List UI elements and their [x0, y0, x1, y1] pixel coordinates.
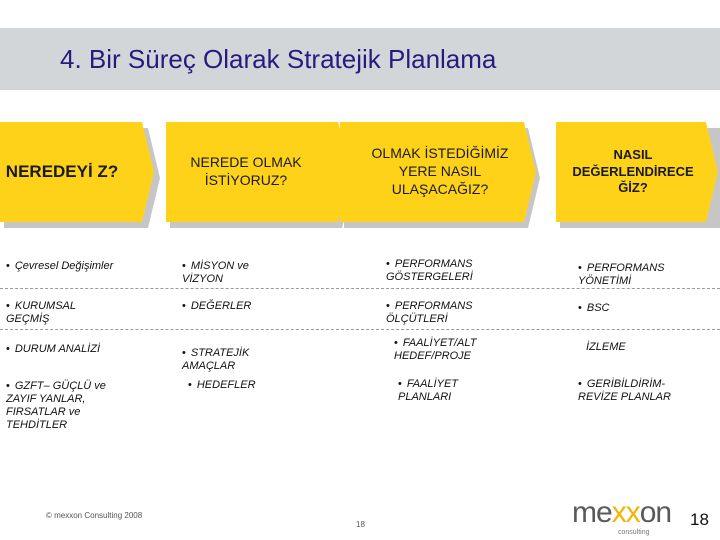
chevron-label: NEREDEYİ Z? — [5, 162, 119, 182]
slide-number: 18 — [690, 510, 709, 529]
list-item: İZLEME — [586, 341, 626, 353]
list-item: • DEĞERLER — [182, 300, 252, 312]
chevron-label: NASIL DEĞERLENDİRECE ĞİZ? — [572, 147, 694, 196]
bullet: • — [6, 300, 10, 312]
row-divider — [0, 329, 720, 330]
chevron-how-to-get-there — [340, 122, 540, 228]
bullet: • — [398, 378, 402, 390]
logo-subtitle: consulting — [618, 529, 650, 536]
list-item: • BSC — [578, 302, 610, 314]
bullet: • — [6, 380, 10, 392]
bullet: • — [386, 258, 390, 270]
list-item: • PERFORMANS YÖNETİMİ — [578, 262, 665, 287]
chevron-where-are-we — [0, 122, 160, 228]
bullet: • — [394, 337, 398, 349]
bullet: • — [6, 260, 10, 272]
list-item: • PERFORMANS GÖSTERGELERİ — [386, 258, 473, 283]
list-item: • PERFORMANS ÖLÇÜTLERİ — [386, 300, 473, 325]
bullet: • — [578, 302, 582, 314]
bullet: • — [578, 262, 582, 274]
slide-title: 4. Bir Süreç Olarak Stratejik Planlama — [60, 44, 497, 74]
list-item: • KURUMSAL GEÇMİŞ — [6, 300, 76, 325]
bullet: • — [188, 379, 192, 391]
footer-page-number: 18 — [356, 520, 365, 529]
bullet: • — [6, 343, 10, 355]
list-item: • GERİBİLDİRİM-REVİZE PLANLAR — [578, 378, 671, 403]
bullet: • — [578, 378, 582, 390]
list-item: • STRATEJİK AMAÇLAR — [182, 347, 250, 372]
list-item: • Çevresel Değişimler — [6, 260, 114, 272]
bullet: • — [182, 300, 186, 312]
list-item: • MİSYON ve VİZYON — [182, 260, 249, 285]
bullet: • — [386, 300, 390, 312]
list-item: • FAALİYET PLANLARI — [398, 378, 459, 403]
list-item: • GZFT– GÜÇLÜ ve ZAYIF YANLAR, FIRSATLAR ve TEHDİTLER — [6, 380, 106, 431]
chevron-where-to-be — [166, 122, 356, 228]
chevron-label: OLMAK İSTEDİĞİMİZ YERE NASIL ULAŞACAĞIZ? — [371, 145, 509, 197]
list-item: • HEDEFLER — [188, 379, 256, 391]
bullet: • — [182, 347, 186, 359]
list-item: • DURUM ANALİZİ — [6, 343, 101, 355]
mexxon-logo — [572, 496, 684, 538]
logo-wordmark: mexxon — [572, 496, 672, 529]
footer-copyright: © mexxon Consulting 2008 — [46, 511, 143, 520]
row-divider — [0, 288, 720, 289]
chevron-label: NEREDE OLMAK İSTİYORUZ? — [190, 154, 302, 188]
chevron-how-to-evaluate — [556, 122, 720, 228]
bullet: • — [182, 260, 186, 272]
list-item: • FAALİYET/ALT HEDEF/PROJE — [394, 337, 477, 362]
